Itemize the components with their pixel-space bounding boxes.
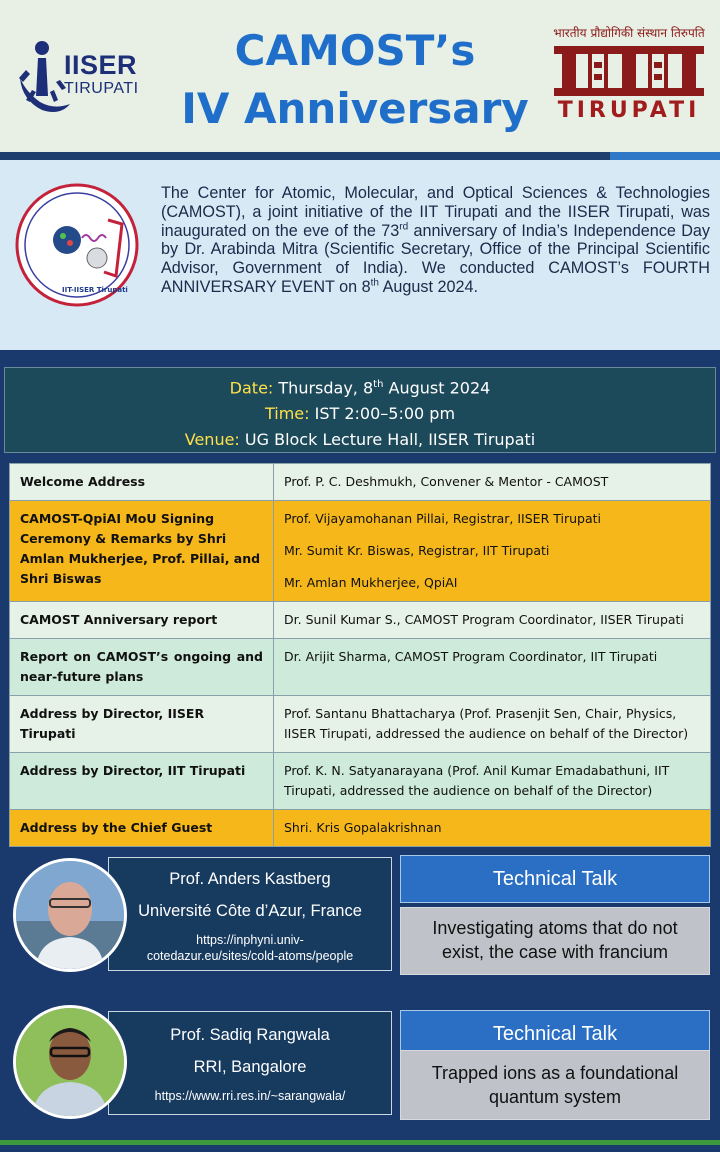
talk-title-2 [400,1050,710,1120]
talk-label-2: Technical Talk [400,1010,710,1058]
time-line [5,401,715,427]
speaker-card-2 [108,1011,392,1115]
date-value: Thursday, 8 [273,378,374,398]
speaker-url-line[interactable]: https://inphyni.univ- [196,933,304,947]
iit-city: TIRUPATI [557,98,701,123]
speaker-url[interactable] [109,932,391,964]
date-line [5,372,715,401]
camost-logo-icon [12,180,142,310]
program-item: Address by Director, IIT Tirupati [10,753,274,810]
intro-sup-2: th [370,277,379,289]
program-people: Shri. Kris Gopalakrishnan [274,810,711,847]
table-row [10,602,711,639]
talk-title-line: quantum system [488,1087,622,1107]
iit-hindi-name: भारतीय प्रौद्योगिकी संस्थान तिरुपति [553,26,705,40]
venue-value: UG Block Lecture Hall, IISER Tirupati [239,430,536,450]
header-divider [0,152,720,160]
time-value: IST 2:00–5:00 pm [309,404,456,424]
program-people: Dr. Arijit Sharma, CAMOST Program Coordinator, IIT Tirupati [274,639,711,696]
date-tail: August 2024 [383,378,491,398]
table-row [10,639,711,696]
talk-title-1 [400,907,710,975]
program-item: Report on CAMOST’s ongoing and near-future plans [10,639,274,696]
program-people [274,501,711,602]
table-row [10,696,711,753]
program-table [9,463,711,847]
program-item: Address by Director, IISER Tirupati [10,696,274,753]
table-row [10,501,711,602]
venue-line [5,427,715,453]
program-people: Prof. Santanu Bhattacharya (Prof. Prasenjit Sen, Chair, Physics, IISER Tirupati, addressed the audience on behalf of the Director) [274,696,711,753]
table-row [10,810,711,847]
table-row [10,753,711,810]
iiser-name: IISER [64,50,138,80]
program-item: CAMOST-QpiAI MoU Signing Ceremony & Remarks by Shri Amlan Mukherjee, Prof. Pillai, and Shri Biswas [10,501,274,602]
speaker-name: Prof. Anders Kastberg [169,870,331,888]
program-item: CAMOST Anniversary report [10,602,274,639]
speaker-url[interactable]: https://www.rri.res.in/~sarangwala/ [154,1089,346,1103]
table-row [10,464,711,501]
program-person: Prof. Vijayamohanan Pillai, Registrar, IISER Tirupati [284,511,601,526]
program-item: Address by the Chief Guest [10,810,274,847]
time-label: Time: [264,404,310,424]
date-sup: th [373,379,384,390]
speaker-photo-icon [16,1008,124,1116]
footer-divider [0,1140,720,1145]
program-people: Prof. K. N. Satyanarayana (Prof. Anil Kumar Emadabathuni, IIT Tirupati, addressed the audience on behalf of the Director) [274,753,711,810]
speaker-photo-2 [13,1005,127,1119]
talk-label-1: Technical Talk [400,855,710,903]
header-banner [0,0,720,152]
intro-text-2: anniversary of India’s Independence Day by Dr. Arabinda Mitra (Scientific Secretary, Office of the Principal Scientific Advisor, Government of India). We conducted CAMOST’s FOURTH ANNIVERSARY EVENT on 8 [161,221,710,296]
speaker-institution: RRI, Bangalore [193,1058,307,1076]
speaker-name: Prof. Sadiq Rangwala [170,1026,330,1044]
talk-title-line: Investigating atoms that do not [432,918,678,938]
camost-logo-inst: IIT-IISER Tirupati [62,286,128,294]
intro-sup-1: rd [399,221,409,233]
program-item: Welcome Address [10,464,274,501]
talk-title-line: exist, the case with francium [441,942,669,962]
speaker-photo-icon [16,861,124,969]
iiser-city: TIRUPATI [64,80,139,97]
program-person: Mr. Amlan Mukherjee, QpiAI [284,575,458,590]
venue-label: Venue: [184,430,240,450]
talk-title-line: Trapped ions as a foundational [431,1063,679,1083]
intro-text-3: August 2024. [378,277,478,296]
speaker-card-1 [108,857,392,971]
page-title [160,22,550,138]
date-label: Date: [229,378,274,398]
program-people: Dr. Sunil Kumar S., CAMOST Program Coordinator, IISER Tirupati [274,602,711,639]
speaker-photo-1 [13,858,127,972]
intro-section [0,160,720,350]
title-line-2: IV Anniversary [181,84,529,133]
program-person: Mr. Sumit Kr. Biswas, Registrar, IIT Tirupati [284,543,550,558]
program-people: Prof. P. C. Deshmukh, Convener & Mentor - CAMOST [274,464,711,501]
speaker-url-line[interactable]: cotedazur.eu/sites/cold-atoms/people [146,949,354,963]
speaker-institution: Université Côte d’Azur, France [138,902,362,920]
intro-paragraph [161,184,710,297]
intro-text-1: The Center for Atomic, Molecular, and Optical Sciences & Technologies (CAMOST), a joint initiative of the IIT Tirupati and the IISER Tirupati, was inaugurated on the eve of the 73 [161,184,710,240]
event-info-box [4,367,716,453]
title-line-1: CAMOST’s [234,26,476,75]
